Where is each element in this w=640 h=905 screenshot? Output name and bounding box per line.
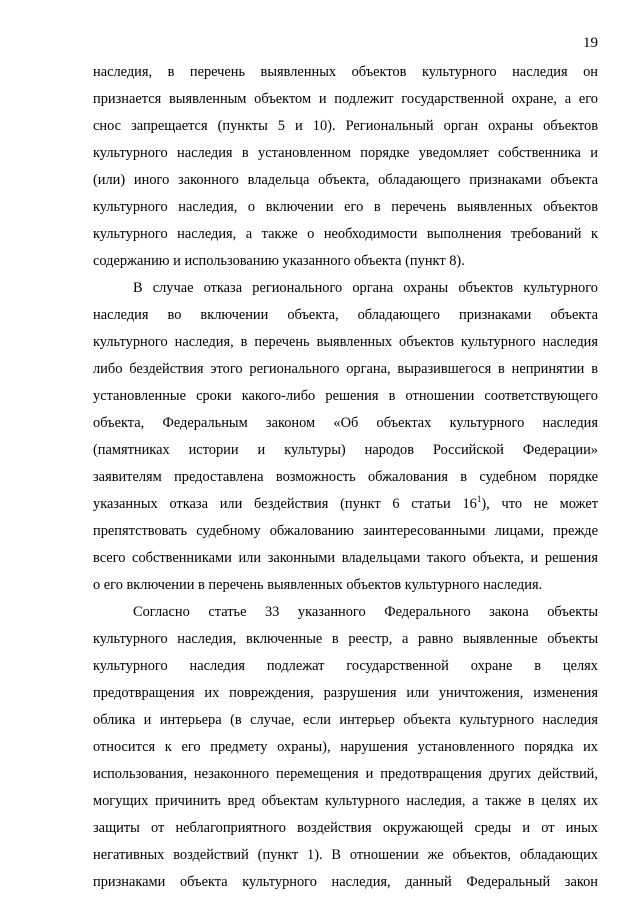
text-line: признается выявленным объектом и подлежит государственной охране, а его <box>93 91 598 107</box>
text-line-with-footnote <box>93 491 598 518</box>
text-line: культурного наследия, о включении его в перечень выявленных объектов <box>93 199 598 215</box>
text-line: защиты от неблагоприятного воздействия окружающей среды и от иных <box>93 820 598 836</box>
body-text <box>93 59 598 896</box>
text-line: облика и интерьера (в случае, если интерьер объекта культурного наследия <box>93 712 598 728</box>
paragraph-2 <box>93 275 598 599</box>
text-line: о его включении в перечень выявленных объектов культурного наследия. <box>93 577 543 593</box>
paragraph-3 <box>93 599 598 896</box>
text-line: использования, незаконного перемещения и предотвращения других действий, <box>93 766 598 782</box>
superscript: 1 <box>476 494 482 504</box>
text-line: наследия, в перечень выявленных объектов культурного наследия он <box>93 64 598 80</box>
text-line: заявителям предоставлена возможность обжалования в судебном порядке <box>93 469 598 485</box>
text-line: негативных воздействий (пункт 1). В отношении же объектов, обладающих <box>93 847 598 863</box>
text-line: содержанию и использованию указанного объекта (пункт 8). <box>93 253 465 269</box>
text-fragment: указанных отказа или бездействия (пункт 6 статьи 16 <box>93 496 477 512</box>
text-line: снос запрещается (пункты 5 и 10). Региональный орган охраны объектов <box>93 118 598 134</box>
text-line: В случае отказа регионального органа охраны объектов культурного <box>133 280 598 296</box>
text-line: установленные сроки какого-либо решения в отношении соответствующего <box>93 388 598 404</box>
text-line: препятствовать судебному обжалованию заинтересованными лицами, прежде <box>93 523 598 539</box>
text-line: культурного наследия, а также о необходимости выполнения требований к <box>93 226 598 242</box>
text-line: культурного наследия в установленном порядке уведомляет собственника и <box>93 145 598 161</box>
text-fragment: ), что не может <box>481 496 598 512</box>
text-line: могущих причинить вред объектам культурного наследия, а также в целях их <box>93 793 598 809</box>
text-line: культурного наследия подлежат государственной охране в целях <box>93 658 598 674</box>
paragraph-1 <box>93 59 598 275</box>
text-line: наследия во включении объекта, обладающего признаками объекта <box>93 307 598 323</box>
page-number: 19 <box>583 35 598 51</box>
text-line: всего собственниками или законными владельцами такого объекта, и решения <box>93 550 598 566</box>
text-line: объекта, Федеральным законом «Об объектах культурного наследия <box>93 415 598 431</box>
text-line: Согласно статье 33 указанного Федерального закона объекты <box>133 604 598 620</box>
text-line: признаками объекта культурного наследия, данный Федеральный закон <box>93 874 598 890</box>
text-line: относится к его предмету охраны), нарушения установленного порядка их <box>93 739 598 755</box>
text-line: предотвращения их повреждения, разрушения или уничтожения, изменения <box>93 685 598 701</box>
text-line: культурного наследия, в перечень выявленных объектов культурного наследия <box>93 334 598 350</box>
text-line: культурного наследия, включенные в реестр, а равно выявленные объекты <box>93 631 598 647</box>
text-line: (памятниках истории и культуры) народов Российской Федерации» <box>93 442 598 458</box>
text-line: либо бездействия этого регионального органа, выразившегося в непринятии в <box>93 361 598 377</box>
text-line: (или) иного законного владельца объекта, обладающего признаками объекта <box>93 172 598 188</box>
